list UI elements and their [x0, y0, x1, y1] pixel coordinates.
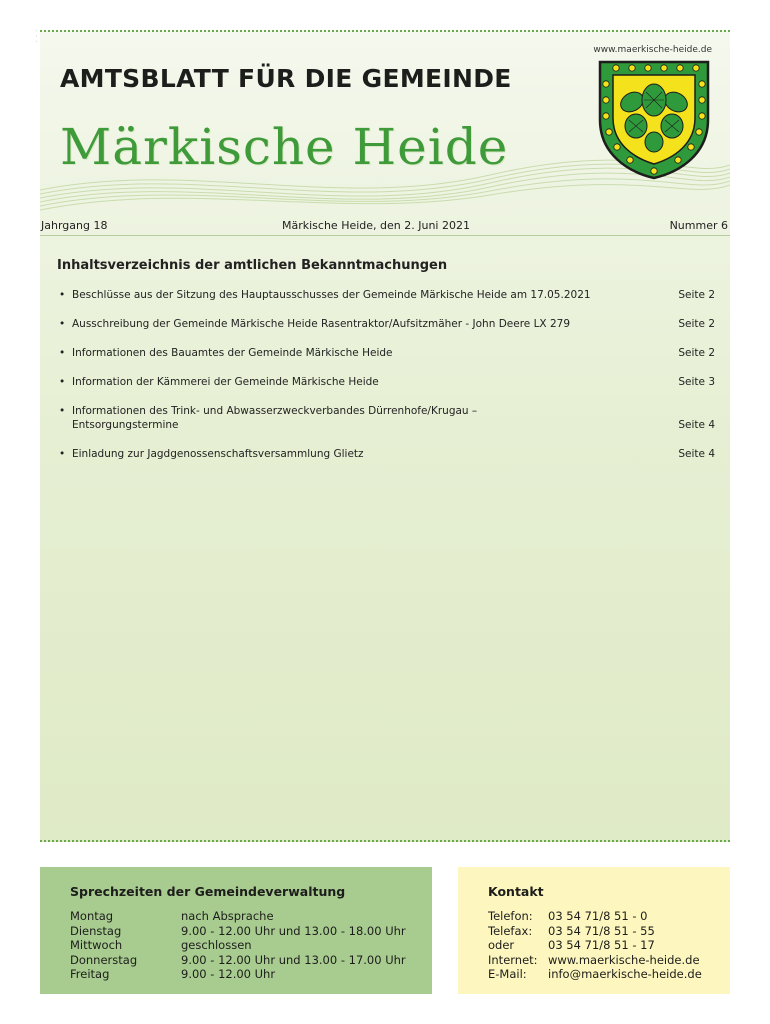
toc-item-text: • Beschlüsse aus der Sitzung des Hauptausschusses der Gemeinde Märkische Heide am 17.05.2021	[57, 288, 662, 302]
contact-table	[488, 909, 702, 982]
office-hours-table	[70, 909, 406, 982]
contact-row	[488, 924, 702, 939]
toc-item-text: • Einladung zur Jagdgenossenschaftsversammlung Glietz	[57, 447, 662, 461]
toc-item[interactable]	[57, 346, 715, 360]
contact-label: oder	[488, 938, 515, 952]
office-hours-time: nach Absprache	[181, 909, 274, 923]
office-hours-time: 9.00 - 12.00 Uhr	[181, 967, 276, 981]
contact-phone[interactable]: 03 54 71/8 51 - 0	[548, 909, 648, 923]
office-hours-row	[70, 967, 406, 982]
toc-item-page: Seite 4	[678, 419, 715, 431]
office-hours-day: Montag	[70, 909, 114, 923]
toc-item[interactable]	[57, 404, 715, 432]
office-hours-title: Sprechzeiten der Gemeindeverwaltung	[70, 884, 346, 899]
office-hours-row	[70, 938, 406, 953]
toc-item[interactable]	[57, 375, 715, 389]
meta-divider	[40, 235, 730, 236]
toc-item-text: • Informationen des Trink- und Abwasserzweckverbandes Dürrenhofe/Krugau – Entsorgungstermine	[57, 404, 492, 432]
office-hours-row	[70, 924, 406, 939]
toc-item-page: Seite 2	[678, 347, 715, 359]
office-hours-time: 9.00 - 12.00 Uhr und 13.00 - 17.00 Uhr	[181, 952, 406, 967]
contact-email-link[interactable]: info@maerkische-heide.de	[548, 967, 702, 981]
toc-heading: Inhaltsverzeichnis der amtlichen Bekanntmachungen	[57, 258, 448, 273]
office-hours-time: geschlossen	[181, 938, 252, 952]
masthead-municipality: Märkische Heide	[60, 118, 509, 176]
office-hours-day: Dienstag	[70, 923, 122, 938]
contact-label: Telefon:	[488, 909, 533, 923]
contact-label: Telefax:	[488, 923, 533, 938]
toc-item-text: • Information der Kämmerei der Gemeinde Märkische Heide	[57, 375, 662, 389]
contact-website-link[interactable]: www.maerkische-heide.de	[548, 952, 700, 967]
contact-title: Kontakt	[488, 884, 544, 899]
toc-item[interactable]	[57, 447, 715, 461]
print-mark: · · ·	[33, 30, 39, 43]
contact-row	[488, 938, 702, 953]
contact-label: E-Mail:	[488, 967, 527, 981]
table-of-contents	[57, 288, 715, 476]
issue-volume: Jahrgang 18	[41, 219, 108, 232]
office-hours-day: Donnerstag	[70, 952, 138, 967]
issue-number: Nummer 6	[669, 219, 728, 232]
toc-item-page: Seite 3	[678, 376, 715, 388]
contact-fax-alt: 03 54 71/8 51 - 17	[548, 938, 655, 952]
toc-item-page: Seite 4	[678, 448, 715, 460]
coat-of-arms-icon	[596, 58, 712, 180]
toc-item[interactable]	[57, 317, 715, 331]
office-hours-day: Mittwoch	[70, 938, 123, 952]
contact-row	[488, 909, 702, 924]
contact-row	[488, 953, 702, 968]
office-hours-row	[70, 909, 406, 924]
toc-item-page: Seite 2	[678, 289, 715, 301]
website-url[interactable]: www.maerkische-heide.de	[593, 45, 712, 55]
contact-label: Internet:	[488, 952, 538, 967]
contact-fax: 03 54 71/8 51 - 55	[548, 923, 655, 938]
toc-item-page: Seite 2	[678, 318, 715, 330]
dotted-divider-top	[40, 30, 730, 32]
issue-place-date: Märkische Heide, den 2. Juni 2021	[282, 219, 470, 232]
office-hours-row	[70, 953, 406, 968]
toc-item-text: • Informationen des Bauamtes der Gemeinde Märkische Heide	[57, 346, 662, 360]
dotted-divider-bottom	[40, 840, 730, 842]
office-hours-day: Freitag	[70, 967, 110, 981]
contact-row	[488, 967, 702, 982]
masthead-title: AMTSBLATT FÜR DIE GEMEINDE	[60, 64, 512, 93]
toc-item-text: • Ausschreibung der Gemeinde Märkische Heide Rasentraktor/Aufsitzmäher - John Deere LX 279	[57, 317, 662, 331]
toc-item[interactable]	[57, 288, 715, 302]
office-hours-time: 9.00 - 12.00 Uhr und 13.00 - 18.00 Uhr	[181, 923, 406, 938]
